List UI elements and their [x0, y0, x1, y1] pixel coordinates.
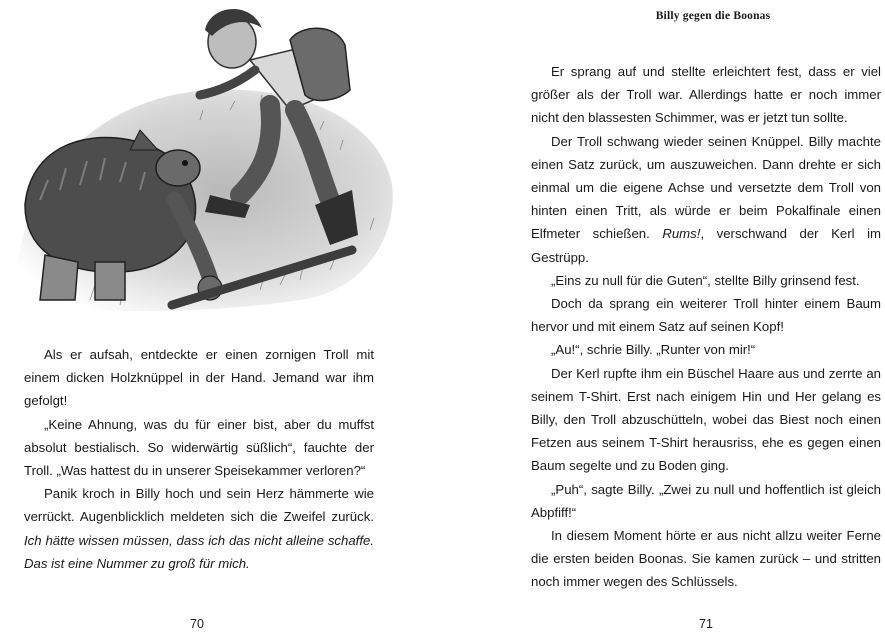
- troll-and-billy-illustration: [0, 0, 400, 325]
- right-paragraph-7: „Puh“, sagte Billy. „Zwei zu null und hoffentlich ist gleich Abpfiff!“: [531, 481, 881, 520]
- left-page-text: [24, 343, 374, 575]
- left-paragraph-2: „Keine Ahnung, was du für einer bist, aber du muffst absolut bestialisch. So widerwärtig süßlich“, fauchte der Troll. „Was hattest du in unserer Speisekammer verloren?“: [24, 416, 374, 479]
- page-number-left: 70: [190, 617, 204, 631]
- right-paragraph-6: Der Kerl rupfte ihm ein Büschel Haare aus und zerrte an seinem T-Shirt. Erst nach einigem Hin und Her gelang es Billy, den Troll abzuschütteln, wobei das Biest noch einen Fetzen aus seinem T-Shirt herausriss, ehe es gegen einen Baum segelte und zu Boden ging.: [531, 365, 881, 474]
- left-paragraph-3-text: Panik kroch in Billy hoch und sein Herz hämmerte wie verrückt. Augenblicklich meldeten sich die Zweifel zurück.: [24, 486, 374, 525]
- right-paragraph-4: Doch da sprang ein weiterer Troll hinter einem Baum hervor und mit einem Satz auf seinen Kopf!: [531, 296, 881, 335]
- left-paragraph-3-thought: Ich hätte wissen müssen, dass ich das nicht alleine schaffe. Das ist eine Nummer zu groß für mich.: [24, 532, 374, 571]
- right-paragraph-2-end: , verschwand der Kerl im Gestrüpp.: [531, 226, 881, 265]
- right-paragraph-2: [531, 130, 881, 269]
- right-page-text: [531, 60, 881, 594]
- right-paragraph-2-exclamation: Rums!: [662, 226, 701, 242]
- left-page: [0, 0, 442, 636]
- right-paragraph-2-text: Der Troll schwang wieder seinen Knüppel. Billy machte einen Satz zurück, um auszuweichen. Dann drehte er sich einmal um die eigene Achse und versetzte dem Troll von hinten einen Tritt, als würde er beim Pokalfinale einen Elfmeter schießen.: [531, 133, 881, 242]
- running-head: Billy gegen die Boonas: [655, 10, 771, 22]
- right-paragraph-3: „Eins zu null für die Guten“, stellte Billy grinsend fest.: [551, 272, 860, 288]
- right-paragraph-8: In diesem Moment hörte er aus nicht allzu weiter Ferne die ersten beiden Boonas. Sie kamen zurück – und stritten noch immer wegen des Schlüssels.: [531, 528, 881, 590]
- right-page: [443, 0, 885, 636]
- page-number-right: 71: [699, 617, 713, 631]
- right-paragraph-5: „Au!“, schrie Billy. „Runter von mir!“: [551, 342, 756, 358]
- left-paragraph-3: [24, 482, 374, 575]
- left-paragraph-1: Als er aufsah, entdeckte er einen zornigen Troll mit einem dicken Holzknüppel in der Hand. Jemand war ihm gefolgt!: [24, 347, 374, 409]
- right-paragraph-1: Er sprang auf und stellte erleichtert fest, dass er viel größer als der Troll war. Allerdings hatte er noch immer nicht den blassesten Schimmer, was er jetzt tun sollte.: [531, 64, 881, 126]
